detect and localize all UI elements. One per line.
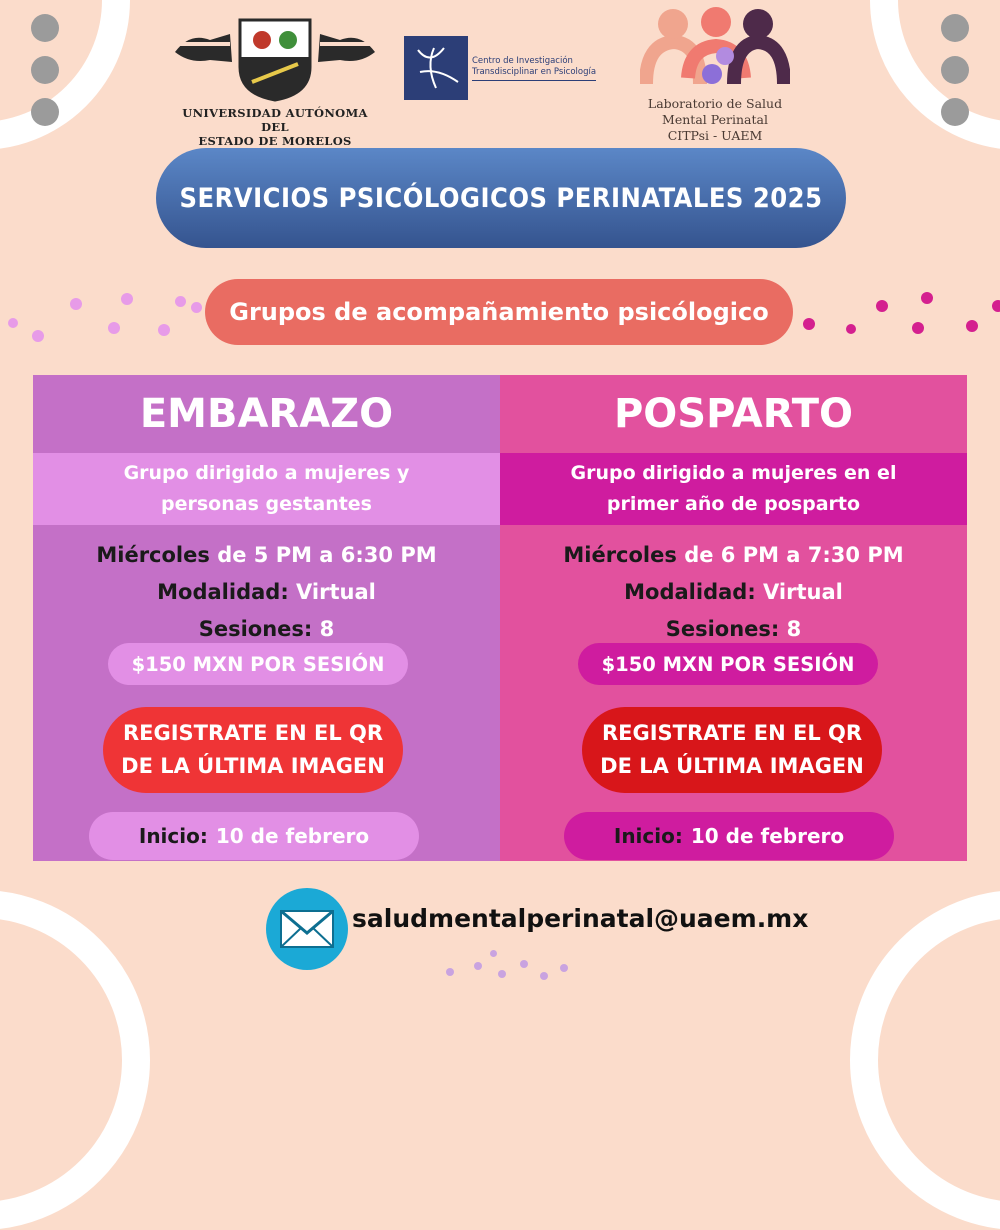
description-line2: primer año de posparto xyxy=(606,493,861,515)
corner-ring-bottom-left xyxy=(0,890,150,1230)
lab-name-line3: CITPsi - UAEM xyxy=(667,128,763,143)
confetti-dot xyxy=(490,950,497,957)
start-date xyxy=(89,812,419,860)
start-value: 10 de febrero xyxy=(215,824,370,848)
decorative-dots-right xyxy=(941,14,969,126)
register-qr-button[interactable] xyxy=(103,707,403,793)
modality-value: Virtual xyxy=(763,580,843,604)
description-line1: Grupo dirigido a mujeres y xyxy=(123,462,410,484)
decorative-dots-left xyxy=(31,14,59,126)
people-group-icon xyxy=(640,4,790,92)
lab-name-line2: Mental Perinatal xyxy=(662,112,768,127)
description-line2: personas gestantes xyxy=(161,493,372,515)
start-label: Inicio: xyxy=(138,824,208,848)
confetti-dot xyxy=(540,972,548,980)
price-badge: $150 MXN POR SESIÓN xyxy=(108,643,408,685)
register-line2: DE LA ÚLTIMA IMAGEN xyxy=(121,754,385,778)
corner-ring-bottom-right xyxy=(850,890,1000,1230)
sessions-value: 8 xyxy=(319,617,335,641)
page-subtitle: Grupos de acompañamiento psicólogico xyxy=(205,279,793,345)
register-line1: REGISTRATE EN EL QR xyxy=(601,721,863,745)
citpsi-logo xyxy=(404,36,596,100)
confetti-dot xyxy=(966,320,978,332)
confetti-dot xyxy=(446,968,454,976)
confetti-dot xyxy=(108,322,120,334)
corner-ring-top-right xyxy=(870,0,1000,150)
sessions-label: Sesiones: xyxy=(665,617,780,641)
confetti-dot xyxy=(474,962,482,970)
contact-email[interactable]: saludmentalperinatal@uaem.mx xyxy=(352,904,809,933)
confetti-dot xyxy=(121,293,133,305)
time: de 5 PM a 6:30 PM xyxy=(217,543,437,567)
time: de 6 PM a 7:30 PM xyxy=(684,543,904,567)
posparto-column xyxy=(500,375,967,861)
embarazo-column xyxy=(33,375,500,861)
confetti-dot xyxy=(8,318,18,328)
center-name-line1: Centro de Investigación xyxy=(472,55,573,66)
modality-label: Modalidad: xyxy=(624,580,756,604)
confetti-dot xyxy=(175,296,186,307)
confetti-dot xyxy=(876,300,888,312)
schedule-info xyxy=(33,537,500,648)
confetti-dot xyxy=(158,324,170,336)
description-line1: Grupo dirigido a mujeres en el xyxy=(570,462,897,484)
lab-name-line1: Laboratorio de Salud xyxy=(647,96,783,111)
register-line1: REGISTRATE EN EL QR xyxy=(122,721,384,745)
uaem-crest-icon xyxy=(170,12,380,102)
start-value: 10 de febrero xyxy=(690,824,845,848)
confetti-dot xyxy=(846,324,856,334)
start-label: Inicio: xyxy=(613,824,683,848)
confetti-dot xyxy=(520,960,528,968)
page-title: SERVICIOS PSICÓLOGICOS PERINATALES 2025 xyxy=(156,148,846,248)
modality-value: Virtual xyxy=(296,580,376,604)
start-date xyxy=(564,812,894,860)
uaem-logo xyxy=(170,12,380,148)
university-name-line2: ESTADO DE MORELOS xyxy=(198,134,352,148)
column-description xyxy=(500,453,967,525)
confetti-dot xyxy=(992,300,1000,312)
confetti-dot xyxy=(191,302,202,313)
day: Miércoles xyxy=(563,543,677,567)
confetti-dot xyxy=(921,292,933,304)
confetti-dot xyxy=(912,322,924,334)
register-qr-button[interactable] xyxy=(582,707,882,793)
register-line2: DE LA ÚLTIMA IMAGEN xyxy=(600,754,864,778)
column-heading: EMBARAZO xyxy=(139,391,394,437)
sessions-label: Sesiones: xyxy=(198,617,313,641)
university-name-line1: UNIVERSIDAD AUTÓNOMA DEL xyxy=(182,106,368,134)
sessions-value: 8 xyxy=(786,617,802,641)
citpsi-mark-icon xyxy=(404,36,468,100)
confetti-dot xyxy=(70,298,82,310)
center-name-line2: Transdisciplinar en Psicología xyxy=(472,66,597,77)
confetti-dot xyxy=(560,964,568,972)
confetti-dot xyxy=(803,318,815,330)
confetti-dot xyxy=(32,330,44,342)
corner-ring-top-left xyxy=(0,0,130,150)
schedule-info xyxy=(500,537,967,648)
envelope-icon[interactable] xyxy=(266,888,348,970)
price-badge: $150 MXN POR SESIÓN xyxy=(578,643,878,685)
day: Miércoles xyxy=(96,543,210,567)
lab-logo xyxy=(640,4,790,144)
column-description xyxy=(33,453,500,525)
column-heading: POSPARTO xyxy=(613,391,854,437)
confetti-dot xyxy=(498,970,506,978)
modality-label: Modalidad: xyxy=(157,580,289,604)
